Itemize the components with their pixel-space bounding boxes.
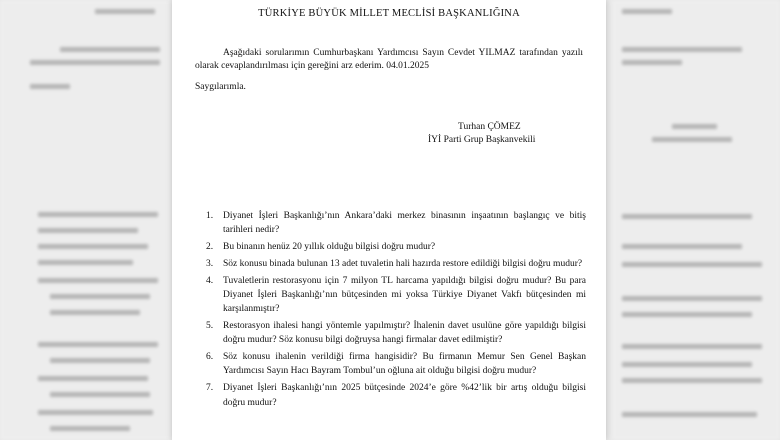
- question-number: 4.: [206, 275, 214, 286]
- question-item: [206, 381, 586, 410]
- question-text: Diyanet İşleri Başkanlığı’nın Ankara’daki merkez binasının inşaatının başlangıç ve bitiş tarihleri nedir?: [223, 211, 586, 236]
- question-number: 2.: [206, 242, 214, 253]
- question-number: 5.: [206, 321, 214, 332]
- document-title: TÜRKİYE BÜYÜK MİLLET MECLİSİ BAŞKANLIĞINA: [258, 8, 520, 19]
- signature-block: [428, 121, 535, 147]
- question-list: [206, 209, 586, 412]
- question-text: Bu binanın henüz 20 yıllık olduğu bilgisi doğru mudur?: [223, 242, 436, 253]
- document-page: [172, 0, 606, 440]
- question-item: [206, 209, 586, 238]
- signatory-title: İYİ Parti Grup Başkanvekili: [428, 135, 536, 145]
- question-item: [206, 274, 586, 317]
- question-text: Tuvaletlerin restorasyonu için 7 milyon TL harcama yapıldığı bilgisi doğru mudur? Bu para Diyanet İşleri Başkanlığı’nın bütçesinden mi yoksa Türkiye Diyanet Vakfı bütçesinden mi karşılanmıştır?: [223, 275, 586, 315]
- question-item: [206, 257, 586, 271]
- question-text: Restorasyon ihalesi hangi yöntemle yapılmıştır? İhalenin davet usulüne göre yapıldığı bilgisi doğru mudur? Söz konusu bilgi doğruysa hangi firmalar davet edilmiştir?: [223, 321, 586, 346]
- background-left-panel: [0, 0, 172, 440]
- question-number: 7.: [206, 383, 214, 394]
- question-text: Söz konusu binada bulunan 13 adet tuvaletin hali hazırda restore edildiği bilgisi doğru mudur?: [223, 258, 583, 269]
- question-item: [206, 350, 586, 379]
- signatory-name: Turhan ÇÖMEZ: [458, 122, 521, 132]
- question-item: [206, 240, 586, 254]
- closing-line: Saygılarımla.: [195, 82, 246, 92]
- question-number: 1.: [206, 211, 214, 221]
- intro-paragraph: Aşağıdaki sorularımın Cumhurbaşkanı Yardımcısı Sayın Cevdet YILMAZ tarafından yazılı olarak cevaplandırılması için gereğini arz ederim. 04.01.2025: [195, 48, 583, 71]
- question-number: 3.: [206, 258, 214, 269]
- question-item: [206, 319, 586, 348]
- question-number: 6.: [206, 352, 214, 363]
- background-right-panel: [612, 0, 780, 440]
- question-text: Söz konusu ihalenin verildiği firma hangisidir? Bu firmanın Memur Sen Genel Başkan Yardımcısı Sayın Hacı Bayram Tombul’un oğluna ait olduğu bilgisi doğru mudur?: [223, 352, 586, 377]
- question-text: Diyanet İşleri Başkanlığı’nın 2025 bütçesinde 2024’e göre %42’lik bir artış olduğu bilgisi doğru mudur?: [223, 383, 586, 408]
